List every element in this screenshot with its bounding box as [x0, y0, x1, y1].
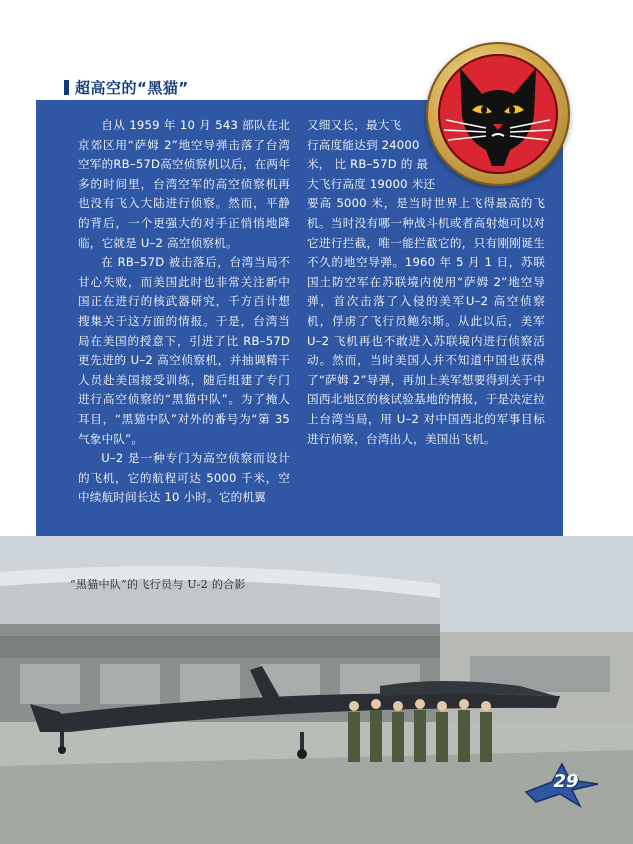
photo-caption: “黑猫中队”的飞行员与 U-2 的合影: [70, 578, 246, 591]
wrap-line: 米， 比 RB–57D 的 最: [307, 157, 429, 172]
paragraph: 在 RB–57D 被击落后，台湾当局不甘心失败，而美国此时也非常关注新中国正在进行的核武器研究，千方百计想搜集关于这方面的情报。于是，台湾当局在美国的授意下，引进了比 RB–57D 更先进的 U–2 高空侦察机，并抽调精干人员赴美国接受训练，随后组建了专门进行高空侦察的“黑猫中队”。为了掩人耳目，“黑猫中队”对外的番号为“第 35 气象中队”。: [78, 255, 290, 446]
section-title: [64, 76, 189, 98]
title-marker: [64, 80, 69, 95]
page-number: 29: [553, 771, 579, 792]
paragraph: 要高 5000 米，是当时世界上飞得最高的飞机。当时没有哪一种战斗机或者高射炮可以对它进行拦截，唯一能拦截它的，只有刚刚诞生不久的地空导弹。1960 年 5 月 1 日，苏联国土防空军在苏联境内使用“萨姆 2”地空导弹，首次击落了入侵的美军U–2 高空侦察机，俘虏了飞行员鲍尔斯。从此以后，美军 U–2 飞机再也不敢进入苏联境内进行侦察活动。然而，当时美国人并不知道中国也获得了“萨姆 2”导弹，再加上美军想要得到关于中国西北地区的核试验基地的情报，于是决定拉上台湾当局，用 U–2 对中国西北的军事目标进行侦察，台湾出人，美国出飞机。: [307, 196, 545, 446]
paragraph: 自从 1959 年 10 月 543 部队在北京郊区用“萨姆 2”地空导弹击落了台湾空军的RB–57D高空侦察机以后，在两年多的时间里，台湾空军的高空侦察机再也没有飞入大陆进行侦察。然而，平静的背后，一个更强大的对手正悄悄地降临，它就是 U–2 高空侦察机。: [78, 118, 290, 250]
paragraph: U–2 是一种专门为高空侦察而设计的飞机，它的航程可达 5000 千米，空中续航时间长达 10 小时。它的机翼: [78, 451, 290, 505]
wrap-line: 大飞行高度 19000 米还: [307, 176, 436, 191]
article-column-left: [78, 116, 290, 508]
section-title-text: 超高空的“黑猫”: [75, 78, 189, 97]
black-cat-badge: [426, 42, 570, 186]
black-cat-emblem-icon: [438, 54, 558, 174]
wrap-line: 又细又长，最大飞: [307, 118, 402, 132]
wrap-line: 行高度能达到 24000: [307, 137, 420, 152]
